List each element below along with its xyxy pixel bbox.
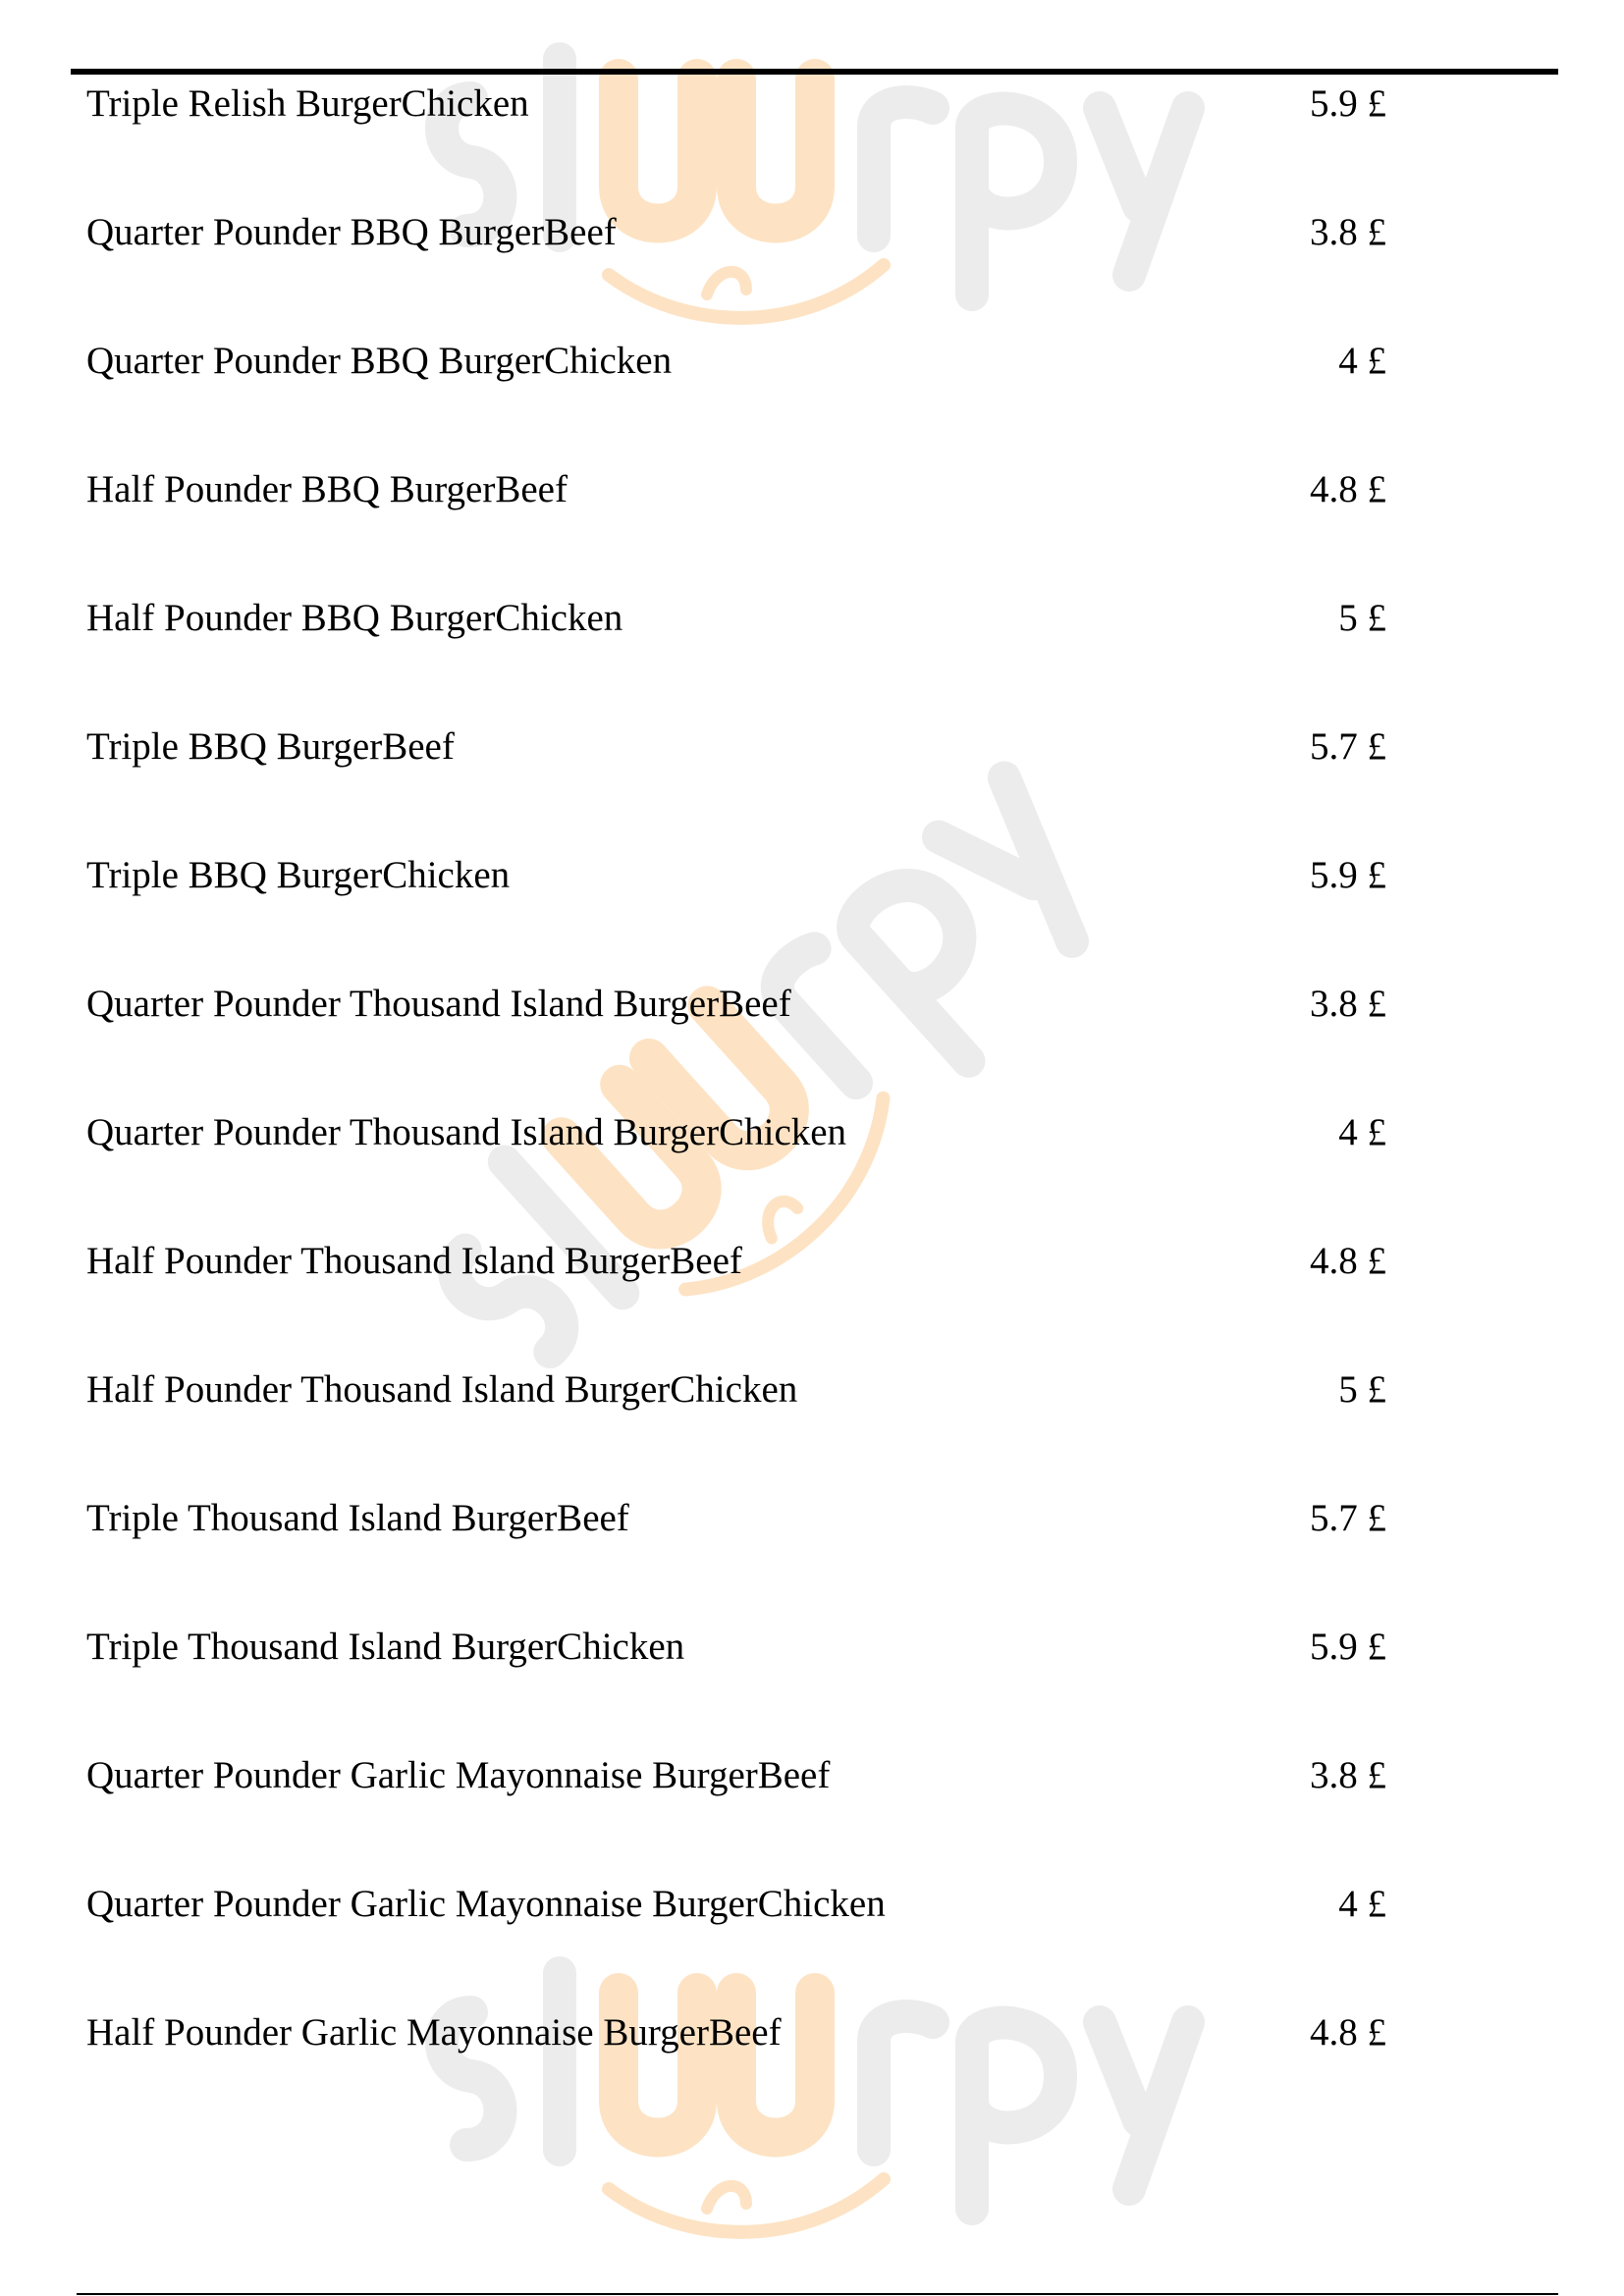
item-price: 4.8 £ — [1310, 2011, 1386, 2054]
menu-row — [0, 718, 1624, 776]
item-price: 5.7 £ — [1310, 725, 1386, 768]
menu-row — [0, 589, 1624, 648]
sluurpy-watermark-logo — [412, 1953, 1218, 2268]
item-price: 4 £ — [1338, 340, 1386, 382]
item-name: Half Pounder Thousand Island BurgerChicken — [86, 1368, 798, 1411]
item-price: 5.9 £ — [1310, 1626, 1386, 1668]
menu-row — [0, 1618, 1624, 1677]
item-name: Triple Thousand Island BurgerBeef — [86, 1497, 629, 1539]
item-price: 5 £ — [1338, 1368, 1386, 1411]
item-price: 4 £ — [1338, 1111, 1386, 1153]
item-name: Half Pounder BBQ BurgerChicken — [86, 597, 623, 639]
item-name: Quarter Pounder Thousand Island BurgerChicken — [86, 1111, 847, 1153]
item-name: Quarter Pounder Garlic Mayonnaise BurgerBeef — [86, 1754, 831, 1796]
item-name: Quarter Pounder BBQ BurgerBeef — [86, 211, 617, 253]
menu-row — [0, 1103, 1624, 1162]
item-name: Quarter Pounder BBQ BurgerChicken — [86, 340, 673, 382]
item-price: 4 £ — [1338, 1883, 1386, 1925]
item-name: Quarter Pounder Thousand Island BurgerBeef — [86, 983, 791, 1025]
menu-row — [0, 460, 1624, 519]
menu-row — [0, 975, 1624, 1034]
menu-row — [0, 1232, 1624, 1291]
item-name: Triple Thousand Island BurgerChicken — [86, 1626, 685, 1668]
menu-row — [0, 1489, 1624, 1548]
menu-row — [0, 332, 1624, 391]
item-price: 5.9 £ — [1310, 82, 1386, 125]
item-price: 5.7 £ — [1310, 1497, 1386, 1539]
menu-row — [0, 75, 1624, 133]
menu-row — [0, 1361, 1624, 1419]
item-name: Triple BBQ BurgerBeef — [86, 725, 455, 768]
menu-row — [0, 2003, 1624, 2062]
item-price: 4.8 £ — [1310, 1240, 1386, 1282]
item-price: 3.8 £ — [1310, 1754, 1386, 1796]
item-name: Half Pounder Thousand Island BurgerBeef — [86, 1240, 742, 1282]
bottom-divider — [77, 2293, 1558, 2295]
item-name: Triple BBQ BurgerChicken — [86, 854, 511, 896]
item-price: 4.8 £ — [1310, 468, 1386, 510]
item-price: 5.9 £ — [1310, 854, 1386, 896]
menu-row — [0, 846, 1624, 905]
item-name: Half Pounder Garlic Mayonnaise BurgerBeef — [86, 2011, 782, 2054]
menu-row — [0, 1875, 1624, 1934]
item-name: Triple Relish BurgerChicken — [86, 82, 529, 125]
item-name: Quarter Pounder Garlic Mayonnaise BurgerChicken — [86, 1883, 886, 1925]
menu-row — [0, 1746, 1624, 1805]
item-price: 3.8 £ — [1310, 211, 1386, 253]
item-price: 5 £ — [1338, 597, 1386, 639]
menu-row — [0, 203, 1624, 262]
item-name: Half Pounder BBQ BurgerBeef — [86, 468, 568, 510]
item-price: 3.8 £ — [1310, 983, 1386, 1025]
